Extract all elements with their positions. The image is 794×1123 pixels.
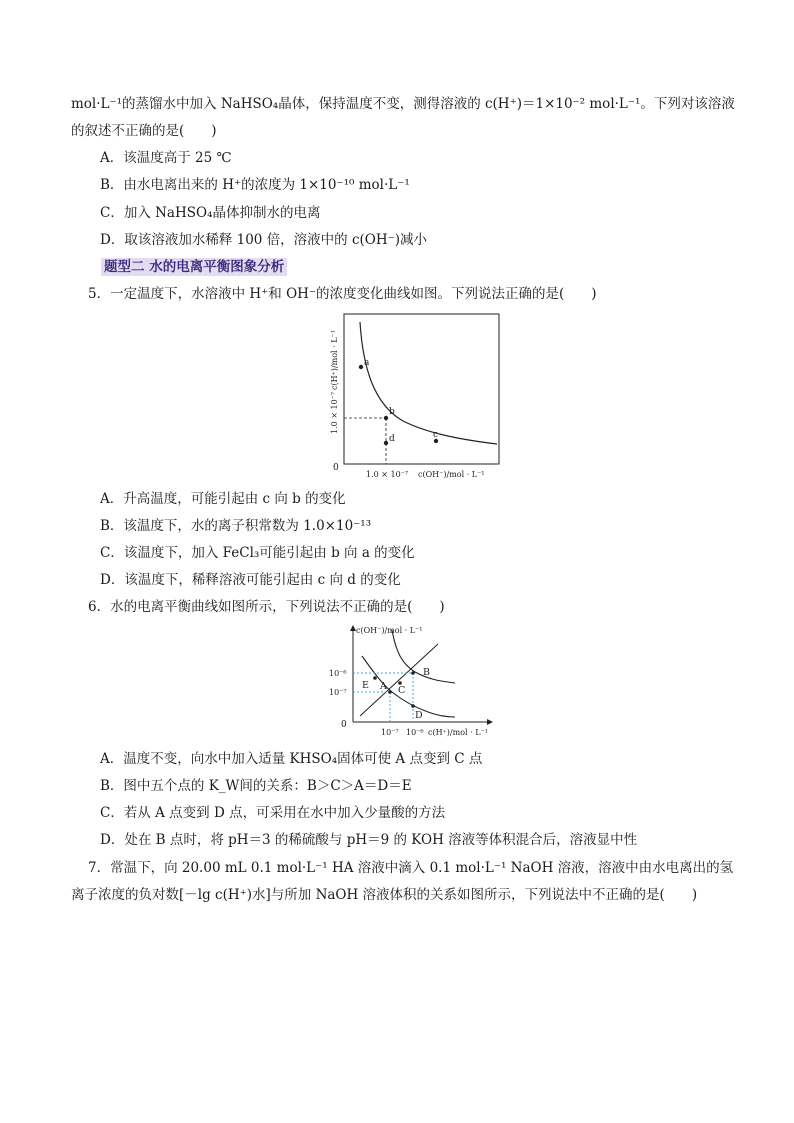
- point-c-label: c: [433, 430, 439, 440]
- figure-2-chart: [320, 622, 505, 742]
- figure-2-y-tick-1: 10⁻⁶: [329, 669, 347, 678]
- point-D: [411, 704, 415, 708]
- point-A: [388, 690, 392, 694]
- figure-1-curve: [360, 322, 497, 444]
- point-E: [373, 676, 377, 680]
- point-d-label: d: [389, 434, 395, 444]
- question-5: 5．一定温度下，水溶液中 H⁺和 OH⁻的浓度变化曲线如图。下列说法正确的是( ): [88, 286, 597, 302]
- point-E-label: E: [362, 680, 369, 691]
- point-d: [384, 441, 388, 445]
- figure-2-curve-low: [362, 656, 455, 717]
- point-a-label: a: [364, 358, 370, 368]
- figure-1-x-label: c(OH⁻)/mol · L⁻¹: [418, 470, 485, 479]
- q4-option-b: B．由水电离出来的 H⁺的浓度为 1×10⁻¹⁰ mol·L⁻¹: [100, 177, 410, 193]
- q6-option-a: A．温度不变，向水中加入适量 KHSO₄固体可使 A 点变到 C 点: [100, 751, 483, 767]
- q5-option-a: A．升高温度，可能引起由 c 向 b 的变化: [100, 491, 346, 507]
- section-heading: 题型二 水的电离平衡图象分析: [101, 258, 287, 276]
- figure-1-y-label: c(H⁺)/mol · L⁻¹: [330, 330, 339, 390]
- point-D-label: D: [415, 710, 423, 721]
- question-6: 6．水的电离平衡曲线如图所示，下列说法不正确的是( ): [88, 599, 445, 615]
- q4-option-d: D．取该溶液加水稀释 100 倍，溶液中的 c(OH⁻)减小: [100, 232, 428, 248]
- figure-2-x-tick-2: 10⁻⁶: [406, 728, 424, 737]
- q5-option-d: D．该温度下，稀释溶液可能引起由 c 向 d 的变化: [100, 572, 401, 588]
- figure-2-y-tick-2: 10⁻⁷: [329, 688, 347, 697]
- question-7-line-1: 7．常温下，向 20.00 mL 0.1 mol·L⁻¹ HA 溶液中滴入 0.1 mol·L⁻¹ NaOH 溶液，溶液中由水电离出的氢: [88, 860, 734, 876]
- figure-1-chart: [315, 310, 505, 482]
- point-C-label: C: [398, 685, 406, 696]
- point-B-label: B: [423, 667, 430, 678]
- q5-option-b: B．该温度下，水的离子积常数为 1.0×10⁻¹³: [100, 518, 372, 534]
- figure-1-origin: 0: [333, 463, 339, 473]
- line-2: 的叙述不正确的是( ): [71, 123, 217, 139]
- point-a: [359, 365, 363, 369]
- point-A-label: A: [380, 681, 387, 692]
- figure-2-x-label: c(H⁺)/mol · L⁻¹: [428, 728, 488, 737]
- q4-option-c: C．加入 NaHSO₄晶体抑制水的电离: [100, 205, 321, 221]
- q6-option-d: D．处在 B 点时，将 pH＝3 的稀硫酸与 pH＝9 的 KOH 溶液等体积混合后，溶液显中性: [100, 832, 638, 848]
- figure-2-x-tick-1: 10⁻⁷: [381, 728, 399, 737]
- figure-1-y-tick: 1.0 × 10⁻⁷: [330, 391, 339, 434]
- figure-2-y-label: c(OH⁻)/mol · L⁻¹: [356, 626, 423, 635]
- figure-2-origin: 0: [341, 720, 347, 730]
- line-1: mol·L⁻¹的蒸馏水中加入 NaHSO₄晶体，保持温度不变，测得溶液的 c(H⁺)＝1×10⁻² mol·L⁻¹。下列对该溶液: [71, 96, 735, 112]
- figure-1-x-tick: 1.0 × 10⁻⁷: [366, 470, 409, 479]
- point-B: [411, 671, 415, 675]
- q6-option-b: B．图中五个点的 K_W间的关系：B＞C＞A＝D＝E: [100, 778, 412, 794]
- question-7-line-2: 离子浓度的负对数[－lg c(H⁺)水]与所加 NaOH 溶液体积的关系如图所示，下列说法中不正确的是( ): [71, 887, 698, 903]
- point-b-label: b: [389, 407, 395, 417]
- q6-option-c: C．若从 A 点变到 D 点，可采用在水中加入少量酸的方法: [100, 805, 446, 821]
- q5-option-c: C．该温度下，加入 FeCl₃可能引起由 b 向 a 的变化: [100, 545, 415, 561]
- q4-option-a: A．该温度高于 25 ℃: [100, 150, 232, 166]
- point-b: [384, 416, 388, 420]
